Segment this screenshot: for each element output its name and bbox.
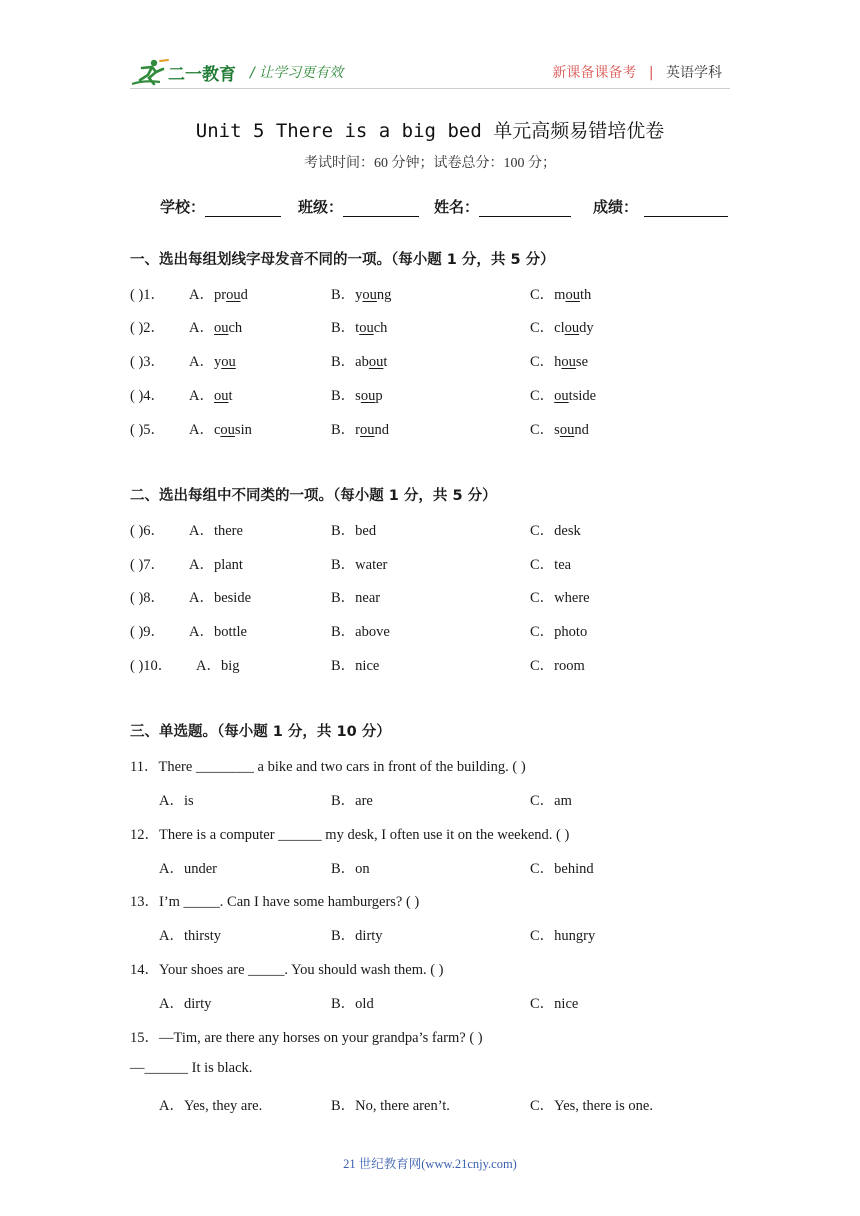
- name-blank[interactable]: [479, 201, 571, 217]
- question-number: ( )8．: [130, 590, 166, 606]
- question-row: [0, 654, 860, 676]
- section-heading: 三、单选题。（每小题 1 分，共 10 分）: [130, 724, 391, 740]
- option-a[interactable]: A．there: [189, 523, 243, 539]
- exam-meta: 考试时间：60 分钟；试卷总分：100 分；: [304, 156, 556, 171]
- question-row: [0, 384, 860, 406]
- class-field: [298, 196, 419, 217]
- option-a[interactable]: A．cousin: [189, 422, 252, 438]
- header-separator: |: [648, 65, 654, 81]
- option-b[interactable]: B．water: [331, 557, 388, 573]
- question-number: ( )1．: [130, 287, 166, 303]
- option-b[interactable]: B．No, there aren’t.: [331, 1098, 450, 1114]
- option-c[interactable]: C．Yes, there is one.: [530, 1098, 653, 1114]
- question-number: ( )4．: [130, 388, 166, 404]
- slogan: / 让学习更有效: [250, 65, 344, 81]
- question-stem: [0, 823, 860, 845]
- school-blank[interactable]: [205, 201, 281, 217]
- option-c[interactable]: C．outside: [530, 388, 597, 404]
- option-b[interactable]: B．round: [331, 422, 390, 438]
- question-row: [0, 350, 860, 372]
- name-field: [434, 196, 571, 217]
- option-b[interactable]: B．soup: [331, 388, 383, 404]
- option-a[interactable]: A．ouch: [189, 320, 243, 336]
- option-a[interactable]: A．thirsty: [159, 928, 222, 944]
- options-row: [0, 924, 860, 946]
- question-row: [0, 553, 860, 575]
- runner-logo-icon: [130, 58, 170, 88]
- question-text: 14．Your shoes are _____. You should wash them. ( ): [130, 962, 444, 978]
- question-row: [0, 283, 860, 305]
- question-number: ( )2．: [130, 320, 166, 336]
- option-c[interactable]: C．mouth: [530, 287, 592, 303]
- footer-link[interactable]: 21 世纪教育网(www.21cnjy.com): [343, 1157, 517, 1171]
- question-text: 12．There is a computer ______ my desk, I often use it on the weekend. ( ): [130, 827, 570, 843]
- option-a[interactable]: A．Yes, they are.: [159, 1098, 263, 1114]
- option-b[interactable]: B．about: [331, 354, 388, 370]
- question-number: ( )10．: [130, 658, 173, 674]
- header-divider: [130, 88, 730, 89]
- question-row: [0, 418, 860, 440]
- option-c[interactable]: C．photo: [530, 624, 588, 640]
- question-number: ( )5．: [130, 422, 166, 438]
- name-label: 姓名：: [434, 198, 480, 216]
- page-header: [0, 0, 860, 100]
- options-row: [0, 1094, 860, 1116]
- option-c[interactable]: C．hungry: [530, 928, 596, 944]
- option-b[interactable]: B．bed: [331, 523, 377, 539]
- option-b[interactable]: B．old: [331, 996, 374, 1012]
- header-tag-prep: 新课备课备考: [552, 65, 637, 81]
- options-row: [0, 789, 860, 811]
- question-row: [0, 316, 860, 338]
- score-field: [593, 196, 728, 217]
- question-row: [0, 586, 860, 608]
- option-a[interactable]: A．under: [159, 861, 217, 877]
- question-row: [0, 519, 860, 541]
- option-c[interactable]: C．where: [530, 590, 590, 606]
- question-stem: [0, 755, 860, 777]
- option-c[interactable]: C．nice: [530, 996, 579, 1012]
- option-c[interactable]: C．sound: [530, 422, 589, 438]
- question-number: ( )7．: [130, 557, 166, 573]
- option-a[interactable]: A．is: [159, 793, 194, 809]
- option-c[interactable]: C．cloudy: [530, 320, 594, 336]
- option-a[interactable]: A．out: [189, 388, 233, 404]
- section-heading: 二、选出每组中不同类的一项。（每小题 1 分，共 5 分）: [130, 488, 497, 504]
- question-number: ( )3．: [130, 354, 166, 370]
- section-heading: 一、选出每组划线字母发音不同的一项。（每小题 1 分，共 5 分）: [130, 252, 555, 268]
- option-c[interactable]: C．behind: [530, 861, 594, 877]
- question-number: ( )9．: [130, 624, 166, 640]
- option-c[interactable]: C．desk: [530, 523, 581, 539]
- option-b[interactable]: B．touch: [331, 320, 388, 336]
- logo-text: 二一教育: [168, 65, 236, 85]
- logo: [130, 58, 242, 88]
- header-subject: 英语学科: [666, 65, 722, 81]
- option-a[interactable]: A．plant: [189, 557, 243, 573]
- option-b[interactable]: B．above: [331, 624, 390, 640]
- question-stem: [0, 958, 860, 980]
- options-row: [0, 992, 860, 1014]
- option-a[interactable]: A．dirty: [159, 996, 212, 1012]
- header-right: [552, 62, 722, 82]
- option-b[interactable]: B．dirty: [331, 928, 383, 944]
- option-b[interactable]: B．are: [331, 793, 373, 809]
- school-field: [160, 196, 281, 217]
- question-stem: [0, 1026, 860, 1048]
- option-a[interactable]: A．beside: [189, 590, 252, 606]
- option-a[interactable]: A．proud: [189, 287, 248, 303]
- option-a[interactable]: A．you: [189, 354, 236, 370]
- option-b[interactable]: B．near: [331, 590, 381, 606]
- options-row: [0, 857, 860, 879]
- question-number: ( )6．: [130, 523, 166, 539]
- score-label: 成绩：: [593, 198, 639, 216]
- page-title: Unit 5 There is a big bed 单元高频易错培优卷: [195, 120, 665, 142]
- option-c[interactable]: C．tea: [530, 557, 572, 573]
- option-b[interactable]: B．on: [331, 861, 370, 877]
- option-b[interactable]: B．nice: [331, 658, 380, 674]
- question-text: 15．—Tim, are there any horses on your grandpa’s farm? ( ): [130, 1030, 483, 1046]
- question-response-line: [0, 1060, 860, 1082]
- score-blank[interactable]: [644, 201, 728, 217]
- option-a[interactable]: A．big: [196, 658, 240, 674]
- option-b[interactable]: B．young: [331, 287, 392, 303]
- class-label: 班级：: [298, 198, 344, 216]
- option-c[interactable]: C．room: [530, 658, 585, 674]
- option-a[interactable]: A．bottle: [189, 624, 247, 640]
- class-blank[interactable]: [343, 201, 419, 217]
- school-label: 学校：: [160, 198, 206, 216]
- question-stem: [0, 890, 860, 912]
- option-c[interactable]: C．am: [530, 793, 572, 809]
- question-text: 13．I’m _____. Can I have some hamburgers? ( ): [130, 894, 420, 910]
- option-c[interactable]: C．house: [530, 354, 589, 370]
- question-text: 11．There ________ a bike and two cars in front of the building. ( ): [130, 759, 526, 775]
- question-row: [0, 620, 860, 642]
- dialogue-response: —______ It is black.: [130, 1060, 253, 1076]
